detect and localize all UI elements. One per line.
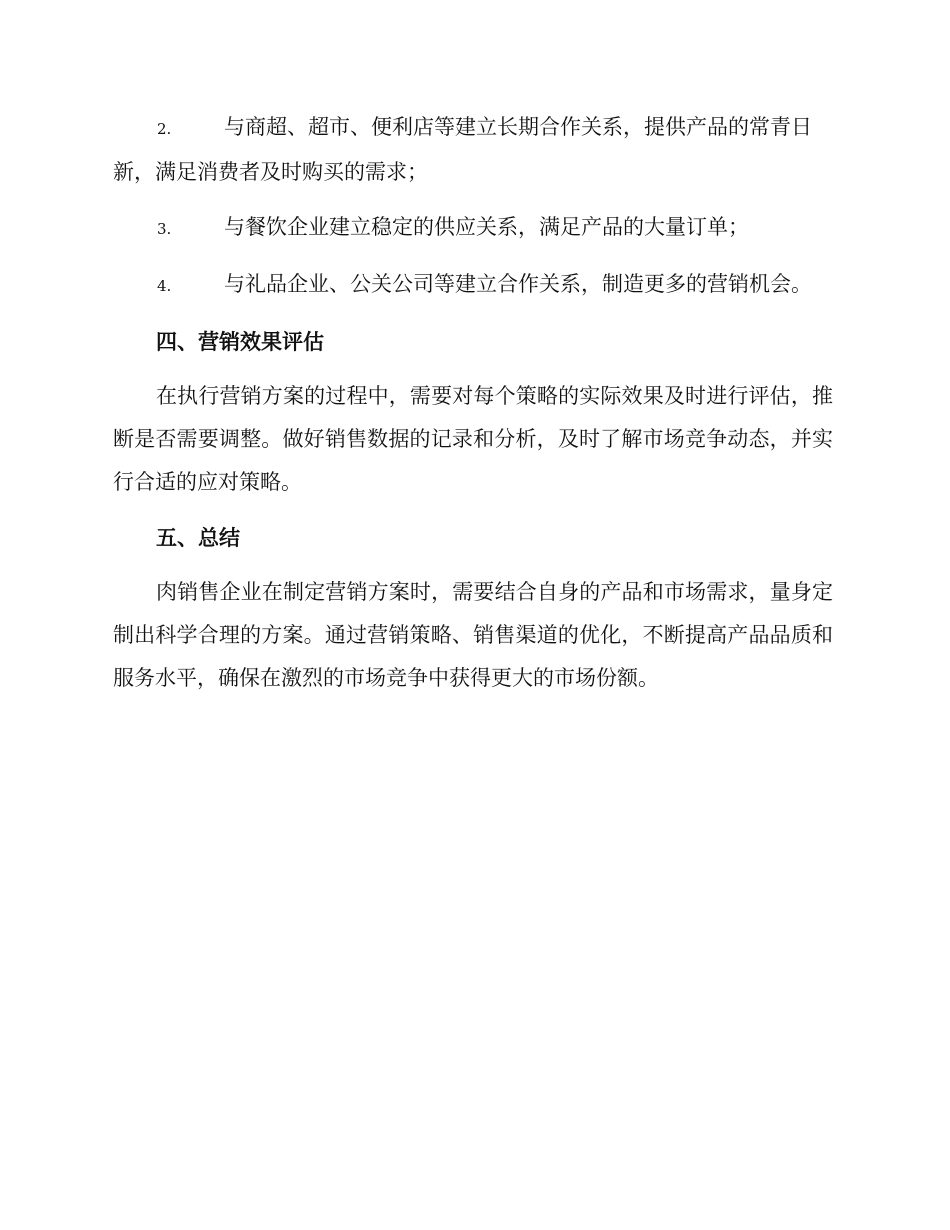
section-paragraph-evaluation: 在执行营销方案的过程中，需要对每个策略的实际效果及时进行评估，推断是否需要调整。做好销售数据的记录和分析，及时了解市场竞争动态，并实行合适的应对策略。 <box>113 384 833 494</box>
list-item-text: 与商超、超市、便利店等建立长期合作关系，提供产品的常青日新，满足消费者及时购买的需求； <box>113 115 812 184</box>
list-item-number: 3. <box>157 220 172 238</box>
list-item-text: 与餐饮企业建立稳定的供应关系，满足产品的大量订单； <box>224 215 749 239</box>
list-item-number: 2. <box>157 120 172 138</box>
list-item <box>113 106 833 194</box>
list-item-text: 与礼品企业、公关公司等建立合作关系，制造更多的营销机会。 <box>224 272 812 296</box>
section-heading-summary: 五、总结 <box>156 525 240 550</box>
list-item <box>113 206 833 251</box>
section-heading-evaluation: 四、营销效果评估 <box>156 329 324 354</box>
document-content <box>113 106 833 712</box>
list-item <box>113 263 833 308</box>
list-item-number: 4. <box>157 277 172 295</box>
section-paragraph-summary: 肉销售企业在制定营销方案时，需要结合自身的产品和市场需求，量身定制出科学合理的方案。通过营销策略、销售渠道的优化，不断提高产品品质和服务水平，确保在激烈的市场竞争中获得更大的市场份额。 <box>113 580 833 690</box>
